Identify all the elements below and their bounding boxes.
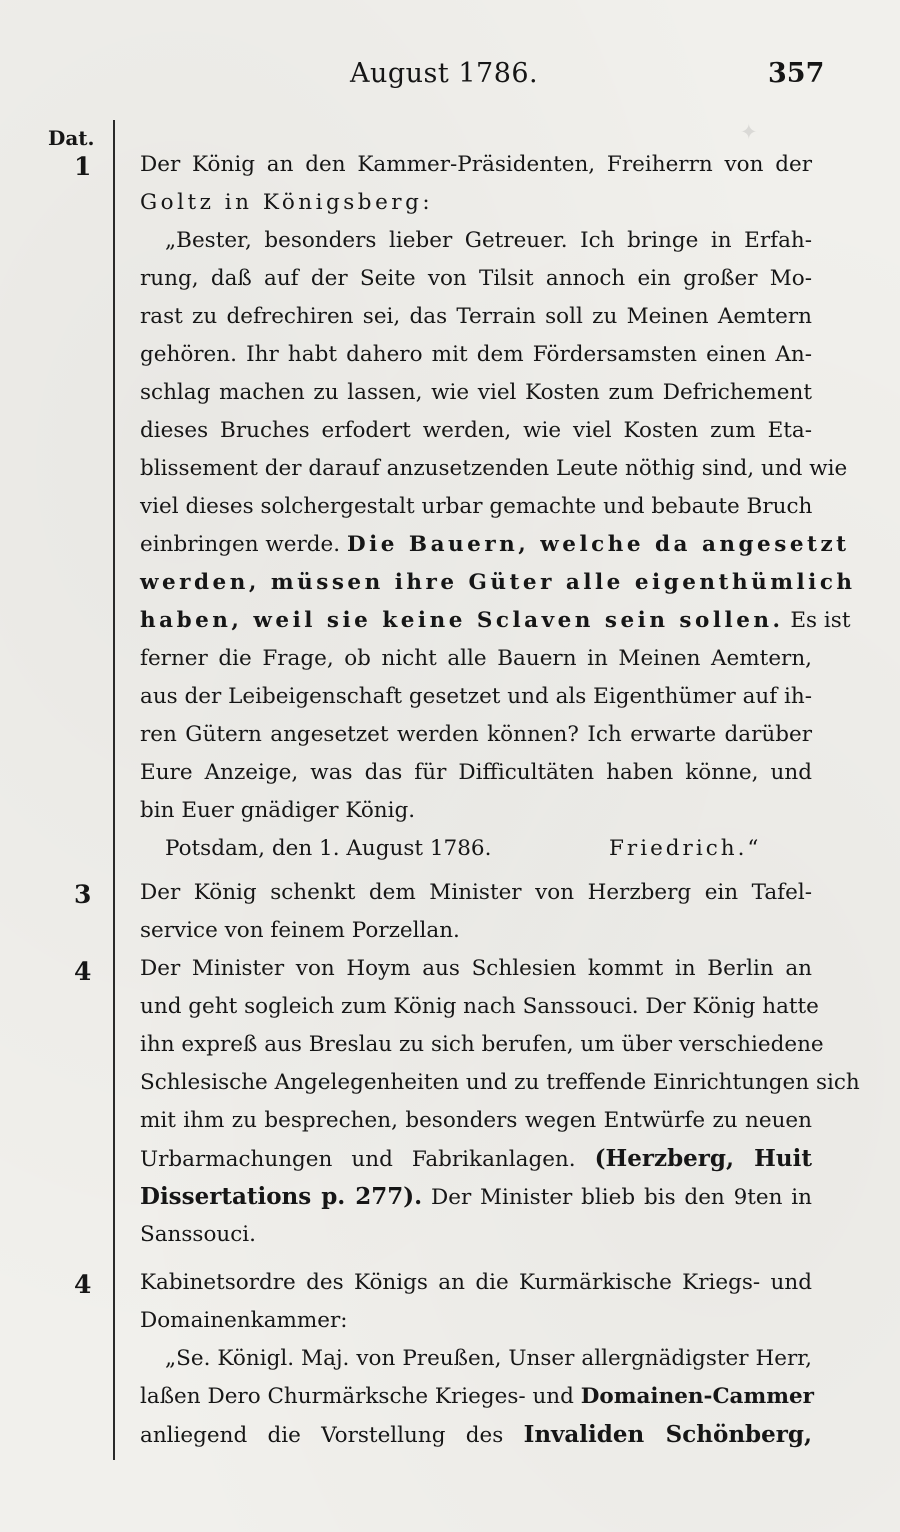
entry4b-line: Domainenkammer:	[140, 1308, 348, 1333]
page-number: 357	[768, 58, 825, 89]
entry1-emphasis-line: werden, müssen ihre Güter alle eigenthümlich	[140, 570, 856, 595]
entry4a-citation: (Herzberg, Huit	[594, 1145, 812, 1172]
entry1-signature-line	[165, 830, 812, 868]
entry1-line: schlag machen zu lassen, wie viel Kosten zum Defrichement	[140, 380, 812, 405]
entry4a-line	[140, 1140, 812, 1178]
entry1-line: bin Euer gnädiger König.	[140, 798, 416, 823]
entry1-line: aus der Leibeigenschaft gesetzet und als Eigenthümer auf ih-	[140, 684, 813, 709]
entry1-line-text: einbringen werde.	[140, 532, 341, 557]
entry4b-line-text: anliegend die Vorstellung des	[140, 1423, 504, 1448]
signature-place-date: Potsdam, den 1. August 1786.	[165, 836, 492, 861]
entry1-line: „Bester, besonders lieber Getreuer. Ich bringe in Erfah-	[165, 228, 812, 253]
entry4a-line: Schlesische Angelegenheiten und zu treffende Einrichtungen sich	[140, 1070, 860, 1095]
running-head-title: August 1786.	[350, 58, 539, 89]
date-column-label: Dat.	[48, 126, 95, 150]
entry4a-citation: Dissertations p. 277).	[140, 1183, 423, 1210]
entry3-line: service von feinem Porzellan.	[140, 918, 460, 943]
entry4b-line: „Se. Königl. Maj. von Preußen, Unser allergnädigster Herr,	[165, 1346, 812, 1371]
entry4b-emphasis: Invaliden Schönberg,	[523, 1421, 812, 1448]
margin-rule	[113, 120, 115, 1460]
entry4a-line	[140, 1178, 812, 1216]
entry3-line: Der König schenkt dem Minister von Herzberg ein Tafel-	[140, 880, 812, 905]
entry1-line: gehören. Ihr habt dahero mit dem Fördersamsten einen An-	[140, 342, 812, 367]
entry4b-line	[140, 1416, 812, 1454]
running-head	[0, 58, 900, 98]
date-number: 4	[74, 957, 92, 986]
entry1-line	[140, 602, 851, 640]
entry1-line	[140, 526, 850, 564]
signature-name: Friedrich.“	[609, 836, 762, 861]
entry4a-line: Sanssouci.	[140, 1222, 257, 1247]
entry4a-line: mit ihm zu besprechen, besonders wegen Entwürfe zu neuen	[140, 1108, 812, 1133]
entry4b-line-text: laßen Dero Churmärksche Krieges- und	[140, 1384, 574, 1409]
entry1-emphasis: haben, weil sie keine Sclaven sein sollen.	[140, 608, 784, 633]
entry4a-line-text: Der Minister blieb bis den 9ten in	[431, 1185, 812, 1210]
entry1-line: ferner die Frage, ob nicht alle Bauern in Meinen Aemtern,	[140, 646, 812, 671]
entry1-line: Der König an den Kammer-Präsidenten, Freiherrn von der	[140, 152, 812, 177]
entry4b-line	[140, 1378, 812, 1416]
entry1-line-text: Goltz in Königsberg:	[140, 190, 434, 215]
entry1-line-text: Es ist	[790, 608, 851, 633]
entry1-line: rast zu defrechiren sei, das Terrain soll zu Meinen Aemtern	[140, 304, 812, 329]
entry1-line: dieses Bruches erfodert werden, wie viel Kosten zum Eta-	[140, 418, 812, 443]
date-number: 3	[74, 880, 92, 909]
entry1-line: viel dieses solchergestalt urbar gemachte und bebaute Bruch	[140, 494, 813, 519]
entry1-emphasis: Die Bauern, welche da angesetzt	[346, 532, 850, 557]
entry1-line: ren Gütern angesetzet werden können? Ich erwarte darüber	[140, 722, 812, 747]
entry1-line: rung, daß auf der Seite von Tilsit annoch ein großer Mo-	[140, 266, 812, 291]
entry1-line: Eure Anzeige, was das für Difficultäten haben könne, und	[140, 760, 812, 785]
entry4a-line: und geht sogleich zum König nach Sanssouci. Der König hatte	[140, 994, 819, 1019]
date-number: 4	[74, 1270, 92, 1299]
entry1-line	[140, 184, 812, 222]
date-number: 1	[74, 152, 92, 181]
entry4a-line-text: Urbarmachungen und Fabrikanlagen.	[140, 1147, 576, 1172]
entry1-line: blissement der darauf anzusetzenden Leute nöthig sind, und wie	[140, 456, 848, 481]
entry4a-line: Der Minister von Hoym aus Schlesien kommt in Berlin an	[140, 956, 812, 981]
entry4b-emphasis: Domainen-Cammer	[580, 1384, 814, 1409]
entry4b-line: Kabinetsordre des Königs an die Kurmärkische Kriegs- und	[140, 1270, 812, 1295]
bleed-through-shadow: ✦	[740, 120, 758, 144]
entry4a-line: ihn expreß aus Breslau zu sich berufen, um über verschiedene	[140, 1032, 824, 1057]
